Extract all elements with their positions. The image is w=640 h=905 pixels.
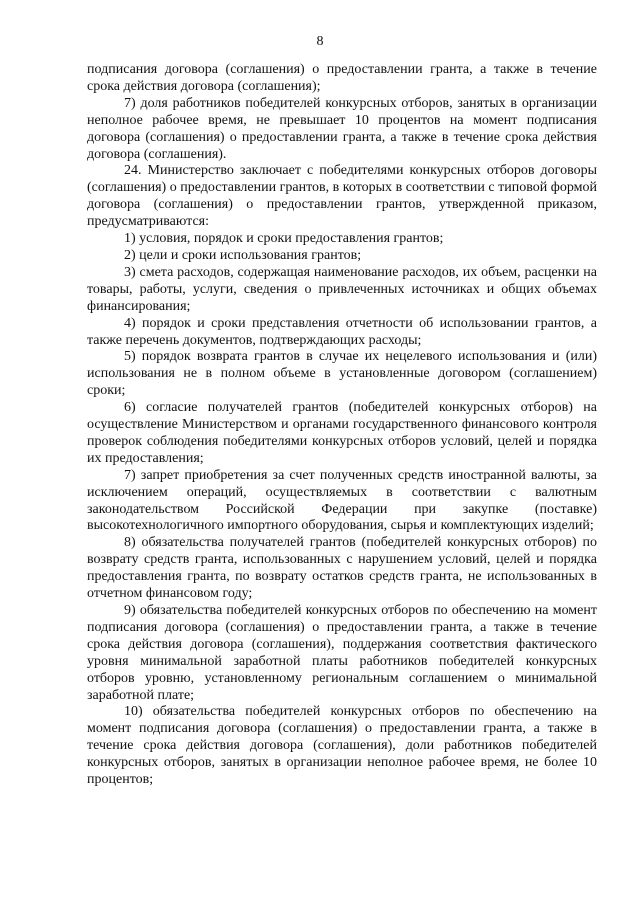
list-item-1-conditions: 1) условия, порядок и сроки предоставления грантов; (124, 231, 444, 247)
section-24-paragraph: 24. Министерство заключает с победителями конкурсных отборов договоры (соглашения) о предоставлении грантов, в которых в соответствии с типовой формой договора (соглашения) о предоставлении грантов, утвержденной приказом, предусматриваются: (87, 163, 597, 230)
paragraph-continuation: подписания договора (соглашения) о предоставлении гранта, а также в течение срока действия договора (соглашения); (87, 62, 597, 94)
list-item-5-refund: 5) порядок возврата грантов в случае их нецелевого использования и (или) использования не в полном объеме в установленные договором (соглашением) сроки; (87, 349, 597, 399)
list-item-2-goals: 2) цели и сроки использования грантов; (124, 247, 362, 263)
list-item-6-consent: 6) согласие получателей грантов (победителей конкурсных отборов) на осуществление Министерством и органами государственного финансового контроля проверок соблюдения победителями конкурсных отборов условий, целей и порядка их предоставления; (87, 400, 597, 466)
page-number: 8 (316, 34, 324, 49)
list-item-8-obligations-refund: 8) обязательства получателей грантов (победителей конкурсных отборов) по возврату средств гранта, использованных с нарушением условий, целей и порядка предоставления гранта, по возврату остатков средств гранта, не использованных в отчетном финансовом году; (87, 535, 597, 602)
list-item-10-part-time-limit: 10) обязательства победителей конкурсных отборов по обеспечению на момент подписания договора (соглашения) о предоставлении гранта, а также в течение срока действия договора (соглашения), доли работников победителей конкурсных отборов, занятых в организации неполное рабочее время, не более 10 процентов; (87, 704, 597, 788)
list-item-4-reporting: 4) порядок и сроки представления отчетности об использовании грантов, а также перечень документов, подтверждающих расходы; (87, 315, 597, 348)
document-body (87, 62, 597, 789)
list-item-7-currency-ban: 7) запрет приобретения за счет полученных средств иностранной валюты, за исключением операций, осуществляемых в соответствии с валютным законодательством Российской Федерации при закупке (поставке) высокотехнологичного импортного оборудования, сырья и комплектующих изделий; (87, 467, 597, 534)
list-item-3-budget: 3) смета расходов, содержащая наименование расходов, их объем, расценки на товары, работы, услуги, сведения о привлеченных источниках и общих объемах финансирования; (87, 264, 597, 314)
list-item-9-minimum-wage: 9) обязательства победителей конкурсных отборов по обеспечению на момент подписания договора (соглашения) о предоставлении гранта, а также в течение срока действия договора (соглашения), поддержания соответствия фактического уровня минимальной заработной платы работников победителей конкурсных отборов уровню, установленному региональным соглашением о минимальной заработной плате; (87, 603, 597, 703)
list-item-7-part-time-share: 7) доля работников победителей конкурсных отборов, занятых в организации неполное рабочее время, не превышает 10 процентов на момент подписания договора (соглашения) о предоставлении гранта, а также в течение срока действия договора (соглашения). (87, 95, 597, 162)
